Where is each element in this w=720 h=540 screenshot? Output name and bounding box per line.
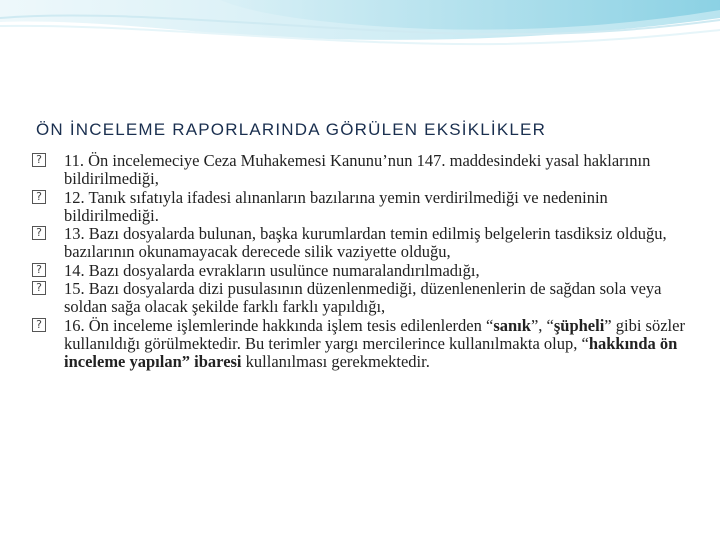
item-text: Ön incelemeciye Ceza Muhakemesi Kanunu’nun 147. maddesindeki yasal haklarının bildirilmediği, [64,151,651,189]
item-number: 13. [64,224,85,244]
item-number: 14. [64,260,85,280]
list-item [32,280,692,317]
bold-term-supheli: şüpheli [553,315,605,335]
list-item [32,189,692,226]
list-item [32,262,692,280]
slide-title: ÖN İNCELEME RAPORLARINDA GÖRÜLEN EKSİKLİKLER [36,120,547,139]
missing-glyph-box-icon: ? [32,281,46,295]
item-text: Bazı dosyalarda bulunan, başka kurumlardan temin edilmiş belgelerin tasdiksiz olduğu, bazılarının okunamayacak derecede silik vaziyette olduğu, [64,224,667,262]
bold-term-sanik: sanık [493,315,531,335]
missing-glyph-box-icon: ? [32,226,46,240]
decorative-wave-header [0,0,720,80]
item-text-part: kullanılması gerekmektedir. [241,352,430,372]
missing-glyph-box-icon: ? [32,263,46,277]
missing-glyph-box-icon: ? [32,318,46,332]
item-text-part: ” gibi sözler kullanıldığı görülmektedir. Bu terimler yargı mercilerince kullanılmakta olup, “ [64,315,685,353]
missing-glyph-box-icon: ? [32,153,46,167]
missing-glyph-box-icon: ? [32,190,46,204]
bold-term-recommended: hakkında ön inceleme yapılan” ibaresi [64,333,678,372]
item-text: Bazı dosyalarda evrakların usulünce numaralandırılmadığı, [88,260,480,280]
list-item [32,152,692,189]
item-text-part: Ön inceleme işlemlerinde hakkında işlem tesis edilenlerden “ [88,315,494,335]
list-item [32,225,692,262]
deficiency-list [32,152,692,372]
item-text-part: ”, “ [530,315,554,335]
item-number: 16. [64,315,85,335]
item-text: Tanık sıfatıyla ifadesi alınanların bazılarına yemin verdirilmediği ve nedeninin bildirilmediği. [64,187,608,225]
item-text: Bazı dosyalarda dizi pusulasının düzenlenmediği, düzenlenenlerin de sağdan sola veya soldan sağa olacak şekilde farklı farklı yapıldığı, [64,279,662,317]
item-number: 11. [64,151,85,170]
item-number: 12. [64,187,85,207]
list-item [32,317,692,372]
item-number: 15. [64,279,85,299]
